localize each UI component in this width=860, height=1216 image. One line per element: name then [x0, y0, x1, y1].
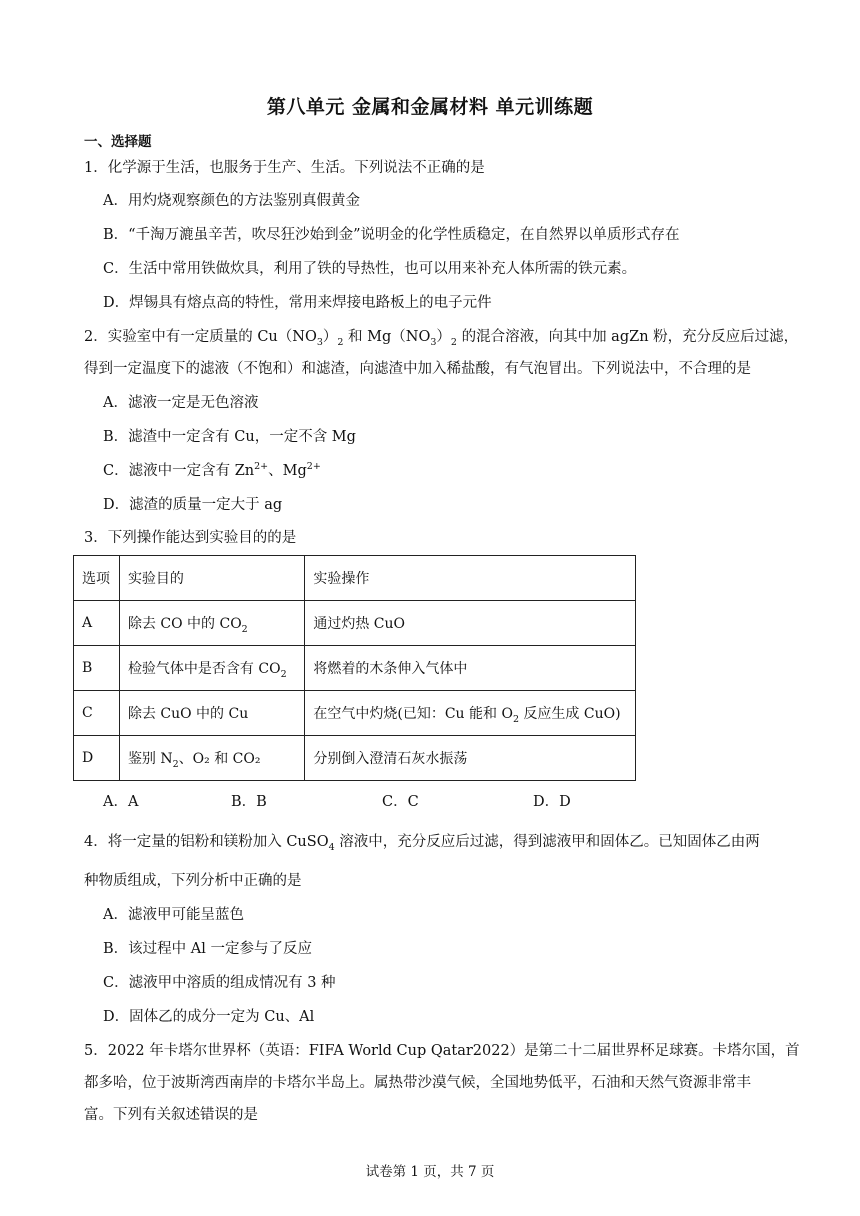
q3-option-a[interactable]: A．A	[103, 794, 139, 810]
q1-option-d[interactable]: D．焊锡具有熔点高的特性，常用来焊接电路板上的电子元件	[103, 295, 492, 311]
q1-option-b[interactable]: B．“千淘万漉虽辛苦，吹尽狂沙始到金”说明金的化学性质稳定，在自然界以单质形式存在	[103, 227, 680, 243]
page-footer: 试卷第 1 页，共 7 页	[365, 1164, 495, 1180]
q4-stem-line2: 种物质组成，下列分析中正确的是	[84, 873, 302, 889]
table-header-row	[74, 556, 636, 601]
q4-option-a[interactable]: A．滤液甲可能呈蓝色	[103, 907, 244, 923]
page-title: 第八单元 金属和金属材料 单元训练题	[266, 96, 594, 118]
q3-table	[73, 555, 636, 781]
q2-option-a[interactable]: A．滤液一定是无色溶液	[103, 395, 259, 411]
q5-stem-line1: 5．2022 年卡塔尔世界杯（英语：FIFA World Cup Qatar2022）是第二十二届世界杯足球赛。卡塔尔国，首	[84, 1043, 800, 1059]
table-cell-operation: 在空气中灼烧(已知：Cu 能和 $O_2$ 反应生成 CuO)	[305, 691, 636, 736]
q2-stem-line1: 2．实验室中有一定质量的 $Cu(NO_3)_2$ 和 $Mg(NO_3)_2$ 的混合溶液，向其中加 agZn 粉，充分反应后过滤，	[84, 329, 799, 348]
q3-option-c[interactable]: C．C	[382, 794, 419, 810]
table-cell-key: C	[74, 691, 120, 736]
q4-option-c[interactable]: C．滤液甲中溶质的组成情况有 3 种	[103, 975, 336, 991]
q2-stem-line2: 得到一定温度下的滤液（不饱和）和滤渣，向滤渣中加入稀盐酸，有气泡冒出。下列说法中，不合理的是	[84, 361, 751, 377]
q3-stem: 3．下列操作能达到实验目的的是	[84, 530, 297, 546]
table-header-cell: 实验目的	[119, 556, 304, 601]
table-row	[74, 646, 636, 691]
table-cell-goal: 除去 CuO 中的 Cu	[119, 691, 304, 736]
table-cell-operation: 将燃着的木条伸入气体中	[305, 646, 636, 691]
table-cell-key: D	[74, 736, 120, 781]
q3-option-d[interactable]: D．D	[533, 794, 571, 810]
q1-option-a[interactable]: A．用灼烧观察颜色的方法鉴别真假黄金	[103, 193, 360, 209]
q1-stem: 1．化学源于生活，也服务于生产、生活。下列说法不正确的是	[84, 160, 485, 176]
table-cell-operation: 分别倒入澄清石灰水振荡	[305, 736, 636, 781]
q4-option-d[interactable]: D．固体乙的成分一定为 Cu、Al	[103, 1009, 315, 1025]
table-cell-goal: 鉴别 $N_2$、O₂ 和 CO₂	[119, 736, 304, 781]
table-cell-key: B	[74, 646, 120, 691]
q4-option-b[interactable]: B．该过程中 Al 一定参与了反应	[103, 941, 312, 957]
table-cell-key: A	[74, 601, 120, 646]
q2-option-d[interactable]: D．滤渣的质量一定大于 ag	[103, 497, 283, 513]
q3-option-b[interactable]: B．B	[231, 794, 267, 810]
q1-option-c[interactable]: C．生活中常用铁做炊具，利用了铁的导热性，也可以用来补充人体所需的铁元素。	[103, 261, 637, 277]
q4-stem-line1: 4．将一定量的铝粉和镁粉加入 CuSO$_4$ 溶液中，充分反应后过滤，得到滤液甲和固体乙。已知固体乙由两	[84, 834, 760, 853]
q2-option-b[interactable]: B．滤渣中一定含有 Cu，一定不含 Mg	[103, 429, 356, 445]
table-cell-goal: 除去 CO 中的 $CO_2$	[119, 601, 304, 646]
table-header-cell: 选项	[74, 556, 120, 601]
q5-stem-line2: 都多哈，位于波斯湾西南岸的卡塔尔半岛上。属热带沙漠气候，全国地势低平，石油和天然气资源非常丰	[84, 1075, 751, 1091]
table-header-cell: 实验操作	[305, 556, 636, 601]
q2-option-c[interactable]: C．滤液中一定含有 $Zn^{2+}$、$Mg^{2+}$	[103, 461, 321, 479]
table-row	[74, 691, 636, 736]
q5-stem-line3: 富。下列有关叙述错误的是	[84, 1107, 258, 1123]
table-row	[74, 601, 636, 646]
table-cell-goal: 检验气体中是否含有 $CO_2$	[119, 646, 304, 691]
table-cell-operation: 通过灼热 CuO	[305, 601, 636, 646]
section-heading: 一、选择题	[84, 134, 152, 150]
table-row	[74, 736, 636, 781]
